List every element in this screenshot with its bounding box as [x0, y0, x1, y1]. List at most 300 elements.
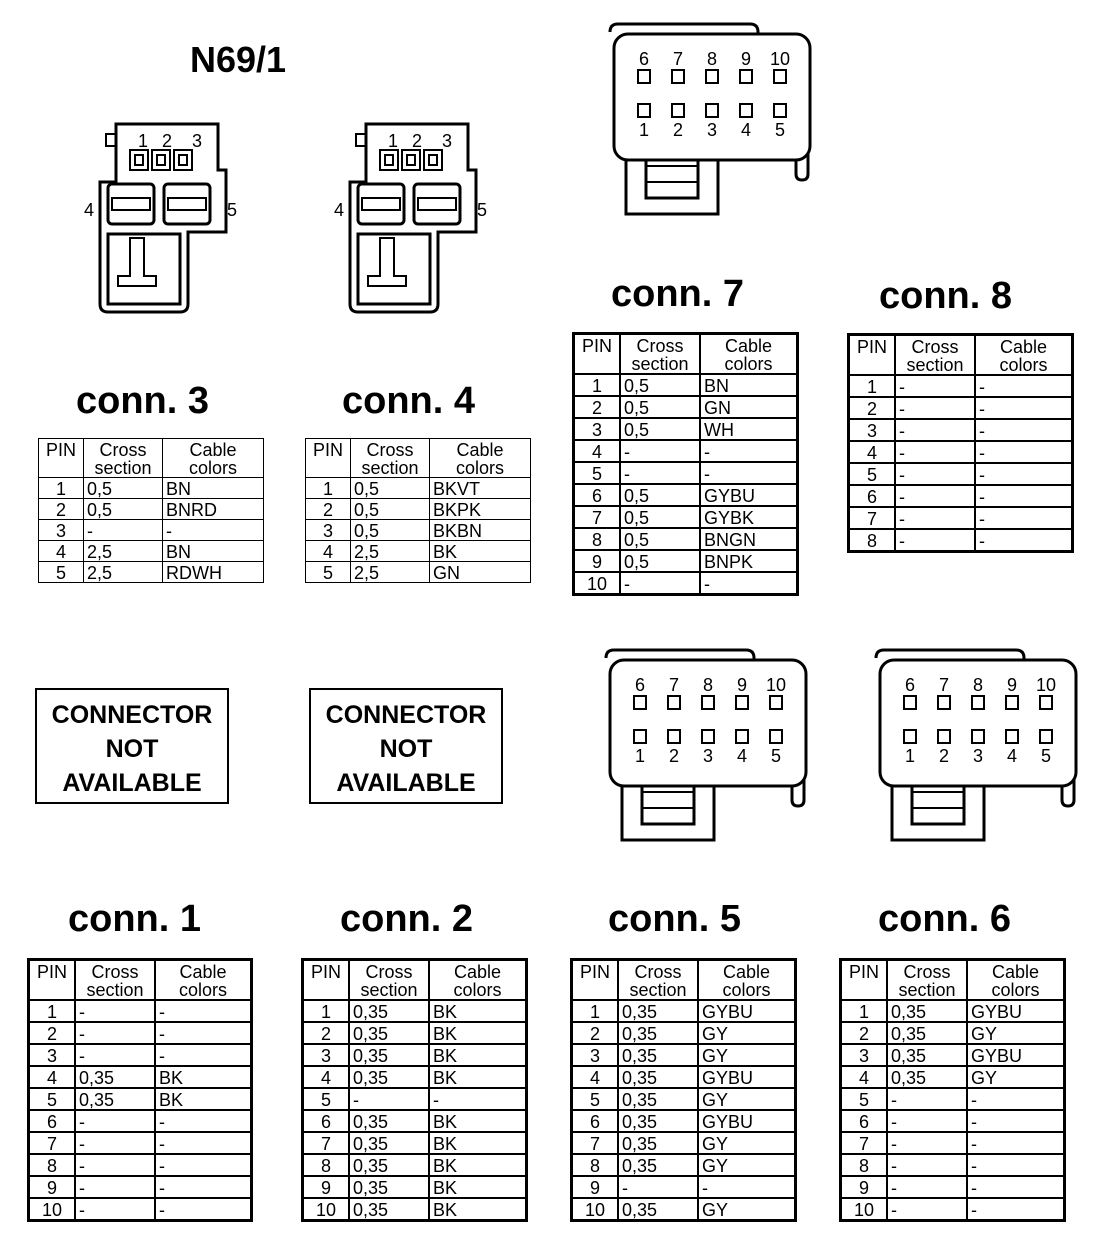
- cable-color-cell: -: [967, 1198, 1065, 1221]
- pin-label: 1: [138, 131, 149, 151]
- pin-cell: 9: [841, 1176, 888, 1198]
- cross-section-cell: -: [75, 1176, 155, 1198]
- cable-color-cell: GYBU: [698, 1066, 796, 1088]
- pin-cell: 2: [849, 397, 896, 419]
- header-pin: PIN: [29, 960, 76, 1001]
- cross-section-cell: -: [620, 572, 700, 595]
- pin-label: 3: [703, 746, 714, 766]
- table-header-row: [303, 960, 527, 1001]
- pin-cell: 3: [303, 1044, 350, 1066]
- table-row: [303, 1000, 527, 1022]
- cable-color-cell: BKPK: [430, 499, 531, 520]
- pin-cell: 7: [303, 1132, 350, 1154]
- cross-section-cell: -: [895, 485, 975, 507]
- cross-section-cell: -: [349, 1088, 429, 1110]
- header-colors: colors: [724, 354, 773, 374]
- cross-section-cell: -: [620, 462, 700, 484]
- table-row: [572, 1000, 796, 1022]
- pin-label: 10: [770, 49, 791, 69]
- pin-cell: 2: [303, 1022, 350, 1044]
- pin-cell: 6: [303, 1110, 350, 1132]
- pin-label: 7: [939, 675, 950, 695]
- table-row: [572, 1110, 796, 1132]
- pin-cell: 6: [572, 1110, 619, 1132]
- cable-color-cell: -: [967, 1110, 1065, 1132]
- cable-color-cell: BNGN: [700, 528, 798, 550]
- pin-cell: 1: [849, 375, 896, 397]
- cross-section-cell: 0,5: [84, 499, 163, 520]
- cable-color-cell: -: [967, 1088, 1065, 1110]
- cross-section-cell: 2,5: [84, 562, 163, 583]
- cable-color-cell: BN: [700, 374, 798, 396]
- header-section: section: [898, 980, 956, 1000]
- cross-section-cell: 0,35: [618, 1044, 698, 1066]
- cross-section-cell: 0,5: [351, 499, 430, 520]
- table-header-row: [572, 960, 796, 1001]
- table-row: [841, 1176, 1065, 1198]
- cable-color-cell: -: [700, 440, 798, 462]
- pin-cell: 10: [303, 1198, 350, 1221]
- cable-color-cell: -: [967, 1154, 1065, 1176]
- cable-color-cell: -: [975, 463, 1073, 485]
- cross-section-cell: 0,35: [887, 1044, 967, 1066]
- cross-section-cell: 0,35: [349, 1154, 429, 1176]
- header-cross-section: [351, 439, 430, 478]
- header-cross: Cross: [903, 962, 951, 982]
- cross-section-cell: -: [75, 1022, 155, 1044]
- header-cable: Cable: [722, 962, 771, 982]
- pin-label: 10: [1036, 675, 1057, 695]
- cross-section-cell: -: [75, 1000, 155, 1022]
- table-row: [39, 541, 264, 562]
- header-cross: Cross: [365, 962, 413, 982]
- cable-color-cell: -: [975, 375, 1073, 397]
- pin-cell: 1: [303, 1000, 350, 1022]
- header-section: section: [361, 458, 419, 478]
- table-row: [29, 1066, 252, 1088]
- table-row: [306, 541, 531, 562]
- table-row: [303, 1176, 527, 1198]
- cross-section-cell: 0,35: [618, 1066, 698, 1088]
- pin-cell: 3: [306, 520, 351, 541]
- table-header-row: [39, 439, 264, 478]
- pin-label: 3: [442, 131, 453, 151]
- table-header-row: [574, 334, 798, 375]
- pin-cell: 2: [306, 499, 351, 520]
- table-row: [572, 1176, 796, 1198]
- table-row: [849, 397, 1073, 419]
- cable-color-cell: GY: [698, 1044, 796, 1066]
- cross-section-cell: -: [895, 507, 975, 529]
- pin-cell: 8: [841, 1154, 888, 1176]
- na-line: AVAILABLE: [336, 769, 476, 797]
- header-pin: PIN: [306, 439, 351, 478]
- connector-not-available-box-1: [35, 688, 229, 804]
- cable-color-cell: -: [698, 1176, 796, 1198]
- table-row: [39, 478, 264, 499]
- cross-section-cell: 0,35: [618, 1088, 698, 1110]
- cross-section-cell: 0,35: [349, 1110, 429, 1132]
- cable-color-cell: BK: [429, 1044, 527, 1066]
- cable-color-cell: -: [155, 1198, 252, 1221]
- header-cable: Cable: [453, 962, 502, 982]
- pin-cell: 5: [841, 1088, 888, 1110]
- cross-section-cell: 0,5: [620, 396, 700, 418]
- pin-cell: 4: [303, 1066, 350, 1088]
- pin-label: 4: [741, 120, 752, 140]
- cable-color-cell: GN: [430, 562, 531, 583]
- table-row: [841, 1088, 1065, 1110]
- cable-color-cell: BNPK: [700, 550, 798, 572]
- table-row: [306, 520, 531, 541]
- cable-color-cell: WH: [700, 418, 798, 440]
- pin-label: 2: [939, 746, 950, 766]
- cross-section-cell: 0,35: [349, 1044, 429, 1066]
- cross-section-cell: -: [75, 1132, 155, 1154]
- table-row: [574, 418, 798, 440]
- pin-cell: 2: [39, 499, 84, 520]
- table-row: [306, 499, 531, 520]
- header-colors: colors: [722, 980, 771, 1000]
- cable-color-cell: BK: [429, 1198, 527, 1221]
- header-cross-section: [620, 334, 700, 375]
- pin-label: 6: [635, 675, 646, 695]
- cross-section-cell: 0,5: [620, 528, 700, 550]
- cross-section-cell: 0,5: [620, 484, 700, 506]
- header-section: section: [629, 980, 687, 1000]
- na-line: CONNECTOR: [51, 701, 213, 729]
- table-row: [574, 572, 798, 595]
- header-cable: Cable: [189, 440, 237, 460]
- table-row: [572, 1154, 796, 1176]
- cross-section-cell: 0,35: [349, 1132, 429, 1154]
- table-row: [574, 440, 798, 462]
- conn2-table: [301, 958, 528, 1222]
- header-section: section: [94, 458, 152, 478]
- header-cross-section: [349, 960, 429, 1001]
- cable-color-cell: BNRD: [163, 499, 264, 520]
- conn6-table: [839, 958, 1066, 1222]
- pin-cell: 9: [574, 550, 621, 572]
- header-cable-colors: [163, 439, 264, 478]
- header-pin: PIN: [572, 960, 619, 1001]
- pin-cell: 4: [29, 1066, 76, 1088]
- cross-section-cell: -: [75, 1044, 155, 1066]
- table-row: [303, 1198, 527, 1221]
- pin-label: 5: [771, 746, 782, 766]
- table-row: [841, 1132, 1065, 1154]
- cable-color-cell: -: [975, 485, 1073, 507]
- header-cross-section: [618, 960, 698, 1001]
- pin-label: 4: [334, 200, 345, 220]
- pin-cell: 2: [574, 396, 621, 418]
- pin-label: 6: [639, 49, 650, 69]
- table-row: [303, 1154, 527, 1176]
- pin-cell: 3: [29, 1044, 76, 1066]
- pin-cell: 5: [39, 562, 84, 583]
- table-row: [306, 562, 531, 583]
- header-cross: Cross: [636, 336, 684, 356]
- pin-cell: 7: [841, 1132, 888, 1154]
- table-row: [29, 1044, 252, 1066]
- header-cable-colors: [155, 960, 252, 1001]
- table-row: [572, 1088, 796, 1110]
- table-row: [574, 528, 798, 550]
- header-cable-colors: [429, 960, 527, 1001]
- na-line: CONNECTOR: [325, 701, 487, 729]
- cable-color-cell: -: [155, 1154, 252, 1176]
- pin-label: 9: [737, 675, 748, 695]
- cross-section-cell: 0,35: [887, 1066, 967, 1088]
- na-line: NOT: [379, 735, 433, 763]
- table-row: [572, 1044, 796, 1066]
- table-row: [306, 478, 531, 499]
- cable-color-cell: -: [975, 397, 1073, 419]
- pin-cell: 8: [574, 528, 621, 550]
- header-cross: Cross: [91, 962, 139, 982]
- table-row: [29, 1088, 252, 1110]
- pin-label: 2: [412, 131, 423, 151]
- cross-section-cell: 0,5: [620, 550, 700, 572]
- pin-cell: 8: [572, 1154, 619, 1176]
- cross-section-cell: -: [895, 419, 975, 441]
- cross-section-cell: -: [895, 441, 975, 463]
- pin-label: 7: [669, 675, 680, 695]
- cable-color-cell: BK: [429, 1132, 527, 1154]
- pin-label: 1: [635, 746, 646, 766]
- conn2-title: conn. 2: [340, 898, 474, 940]
- pin-cell: 8: [303, 1154, 350, 1176]
- cross-section-cell: -: [620, 440, 700, 462]
- table-row: [303, 1044, 527, 1066]
- cable-color-cell: -: [163, 520, 264, 541]
- cable-color-cell: -: [155, 1132, 252, 1154]
- cable-color-cell: -: [975, 507, 1073, 529]
- pin-label: 4: [737, 746, 748, 766]
- pin-cell: 7: [574, 506, 621, 528]
- table-row: [574, 506, 798, 528]
- cable-color-cell: GY: [967, 1022, 1065, 1044]
- header-colors: colors: [178, 980, 227, 1000]
- cable-color-cell: GY: [967, 1066, 1065, 1088]
- pin-cell: 1: [39, 478, 84, 499]
- pin-cell: 3: [841, 1044, 888, 1066]
- conn7-title: conn. 7: [611, 273, 745, 315]
- header-section: section: [906, 355, 964, 375]
- header-cross-section: [887, 960, 967, 1001]
- conn3-table: [38, 438, 264, 583]
- conn8-title: conn. 8: [879, 275, 1013, 317]
- table-row: [841, 1154, 1065, 1176]
- cable-color-cell: GN: [700, 396, 798, 418]
- pin-label: 2: [162, 131, 173, 151]
- cross-section-cell: -: [75, 1110, 155, 1132]
- table-row: [29, 1110, 252, 1132]
- table-row: [39, 562, 264, 583]
- cross-section-cell: 0,5: [351, 478, 430, 499]
- header-cable-colors: [698, 960, 796, 1001]
- table-row: [29, 1022, 252, 1044]
- cable-color-cell: -: [155, 1176, 252, 1198]
- small-connector-left: [100, 124, 226, 312]
- header-pin: PIN: [39, 439, 84, 478]
- conn6-title: conn. 6: [878, 898, 1012, 940]
- table-header-row: [849, 335, 1073, 376]
- cross-section-cell: -: [895, 529, 975, 552]
- cable-color-cell: GY: [698, 1154, 796, 1176]
- table-row: [574, 374, 798, 396]
- pin-cell: 4: [306, 541, 351, 562]
- table-row: [39, 499, 264, 520]
- pin-label: 1: [639, 120, 650, 140]
- cable-color-cell: -: [975, 529, 1073, 552]
- pin-cell: 3: [572, 1044, 619, 1066]
- cable-color-cell: BKBN: [430, 520, 531, 541]
- cable-color-cell: GYBU: [698, 1000, 796, 1022]
- cable-color-cell: -: [155, 1000, 252, 1022]
- header-cable: Cable: [991, 962, 1040, 982]
- table-row: [849, 375, 1073, 397]
- table-row: [849, 419, 1073, 441]
- pin-cell: 9: [303, 1176, 350, 1198]
- small-connector-right: [350, 124, 476, 312]
- conn4-title: conn. 4: [342, 380, 476, 422]
- header-colors: colors: [188, 458, 237, 478]
- table-row: [574, 396, 798, 418]
- pin-label: 4: [1007, 746, 1018, 766]
- cable-color-cell: BK: [155, 1088, 252, 1110]
- cable-color-cell: GY: [698, 1198, 796, 1221]
- cross-section-cell: 0,35: [887, 1000, 967, 1022]
- cable-color-cell: GYBU: [967, 1044, 1065, 1066]
- table-row: [841, 1044, 1065, 1066]
- cross-section-cell: 0,35: [618, 1154, 698, 1176]
- header-cross-section: [895, 335, 975, 376]
- cross-section-cell: -: [887, 1176, 967, 1198]
- header-cable: Cable: [999, 337, 1048, 357]
- pin-cell: 10: [572, 1198, 619, 1221]
- cross-section-cell: 0,5: [620, 506, 700, 528]
- pin-label: 5: [775, 120, 786, 140]
- pin-cell: 2: [572, 1022, 619, 1044]
- conn1-table: [27, 958, 253, 1222]
- pin-cell: 1: [29, 1000, 76, 1022]
- cross-section-cell: 0,5: [620, 418, 700, 440]
- cross-section-cell: 2,5: [84, 541, 163, 562]
- pin-cell: 1: [572, 1000, 619, 1022]
- pin-cell: 1: [841, 1000, 888, 1022]
- header-colors: colors: [455, 458, 504, 478]
- page-title: N69/1: [190, 39, 287, 80]
- pin-label: 8: [973, 675, 984, 695]
- table-row: [29, 1198, 252, 1221]
- pin-cell: 3: [849, 419, 896, 441]
- cross-section-cell: 0,35: [349, 1022, 429, 1044]
- table-row: [303, 1132, 527, 1154]
- pin-label: 8: [707, 49, 718, 69]
- pin-cell: 5: [572, 1088, 619, 1110]
- cross-section-cell: -: [887, 1110, 967, 1132]
- cable-color-cell: BK: [429, 1176, 527, 1198]
- cable-color-cell: -: [429, 1088, 527, 1110]
- cable-color-cell: BKVT: [430, 478, 531, 499]
- pin-label: 1: [388, 131, 399, 151]
- cross-section-cell: 0,35: [349, 1000, 429, 1022]
- pin-cell: 4: [849, 441, 896, 463]
- pin-cell: 6: [849, 485, 896, 507]
- table-row: [841, 1066, 1065, 1088]
- cross-section-cell: 0,35: [618, 1132, 698, 1154]
- cable-color-cell: BK: [429, 1066, 527, 1088]
- cable-color-cell: GY: [698, 1088, 796, 1110]
- cross-section-cell: -: [75, 1154, 155, 1176]
- table-row: [572, 1022, 796, 1044]
- cross-section-cell: 0,5: [84, 478, 163, 499]
- table-row: [841, 1198, 1065, 1221]
- pin-label: 8: [703, 675, 714, 695]
- cross-section-cell: 0,35: [75, 1066, 155, 1088]
- pin-cell: 9: [29, 1176, 76, 1198]
- pin-cell: 10: [29, 1198, 76, 1221]
- cross-section-cell: 0,35: [618, 1110, 698, 1132]
- pin-cell: 1: [574, 374, 621, 396]
- pin-cell: 3: [574, 418, 621, 440]
- pin-label: 3: [707, 120, 718, 140]
- table-row: [574, 462, 798, 484]
- header-cross: Cross: [99, 440, 147, 460]
- pin-label: 5: [1041, 746, 1052, 766]
- table-header-row: [841, 960, 1065, 1001]
- pin-cell: 2: [29, 1022, 76, 1044]
- conn3-title: conn. 3: [76, 380, 210, 422]
- cross-section-cell: 0,35: [618, 1000, 698, 1022]
- pin-cell: 10: [841, 1198, 888, 1221]
- conn5-title: conn. 5: [608, 898, 742, 940]
- pin-cell: 4: [841, 1066, 888, 1088]
- table-row: [572, 1132, 796, 1154]
- table-row: [572, 1066, 796, 1088]
- pin-label: 9: [741, 49, 752, 69]
- header-cross: Cross: [634, 962, 682, 982]
- header-cable-colors: [975, 335, 1073, 376]
- cable-color-cell: BK: [429, 1154, 527, 1176]
- pin-label: 5: [227, 200, 238, 220]
- header-section: section: [360, 980, 418, 1000]
- pin-cell: 6: [29, 1110, 76, 1132]
- cross-section-cell: -: [75, 1198, 155, 1221]
- pin-cell: 3: [39, 520, 84, 541]
- cross-section-cell: -: [887, 1198, 967, 1221]
- pin-cell: 5: [303, 1088, 350, 1110]
- header-section: section: [631, 354, 689, 374]
- pin-label: 1: [905, 746, 916, 766]
- pin-cell: 1: [306, 478, 351, 499]
- table-row: [303, 1022, 527, 1044]
- pin-cell: 6: [841, 1110, 888, 1132]
- pin-label: 10: [766, 675, 787, 695]
- cable-color-cell: BK: [155, 1066, 252, 1088]
- header-cross-section: [75, 960, 155, 1001]
- cross-section-cell: 0,35: [349, 1198, 429, 1221]
- cable-color-cell: -: [967, 1176, 1065, 1198]
- table-row: [849, 441, 1073, 463]
- table-row: [849, 507, 1073, 529]
- cross-section-cell: 2,5: [351, 562, 430, 583]
- pin-cell: 8: [29, 1154, 76, 1176]
- header-cross: Cross: [911, 337, 959, 357]
- cable-color-cell: -: [155, 1022, 252, 1044]
- pin-cell: 9: [572, 1176, 619, 1198]
